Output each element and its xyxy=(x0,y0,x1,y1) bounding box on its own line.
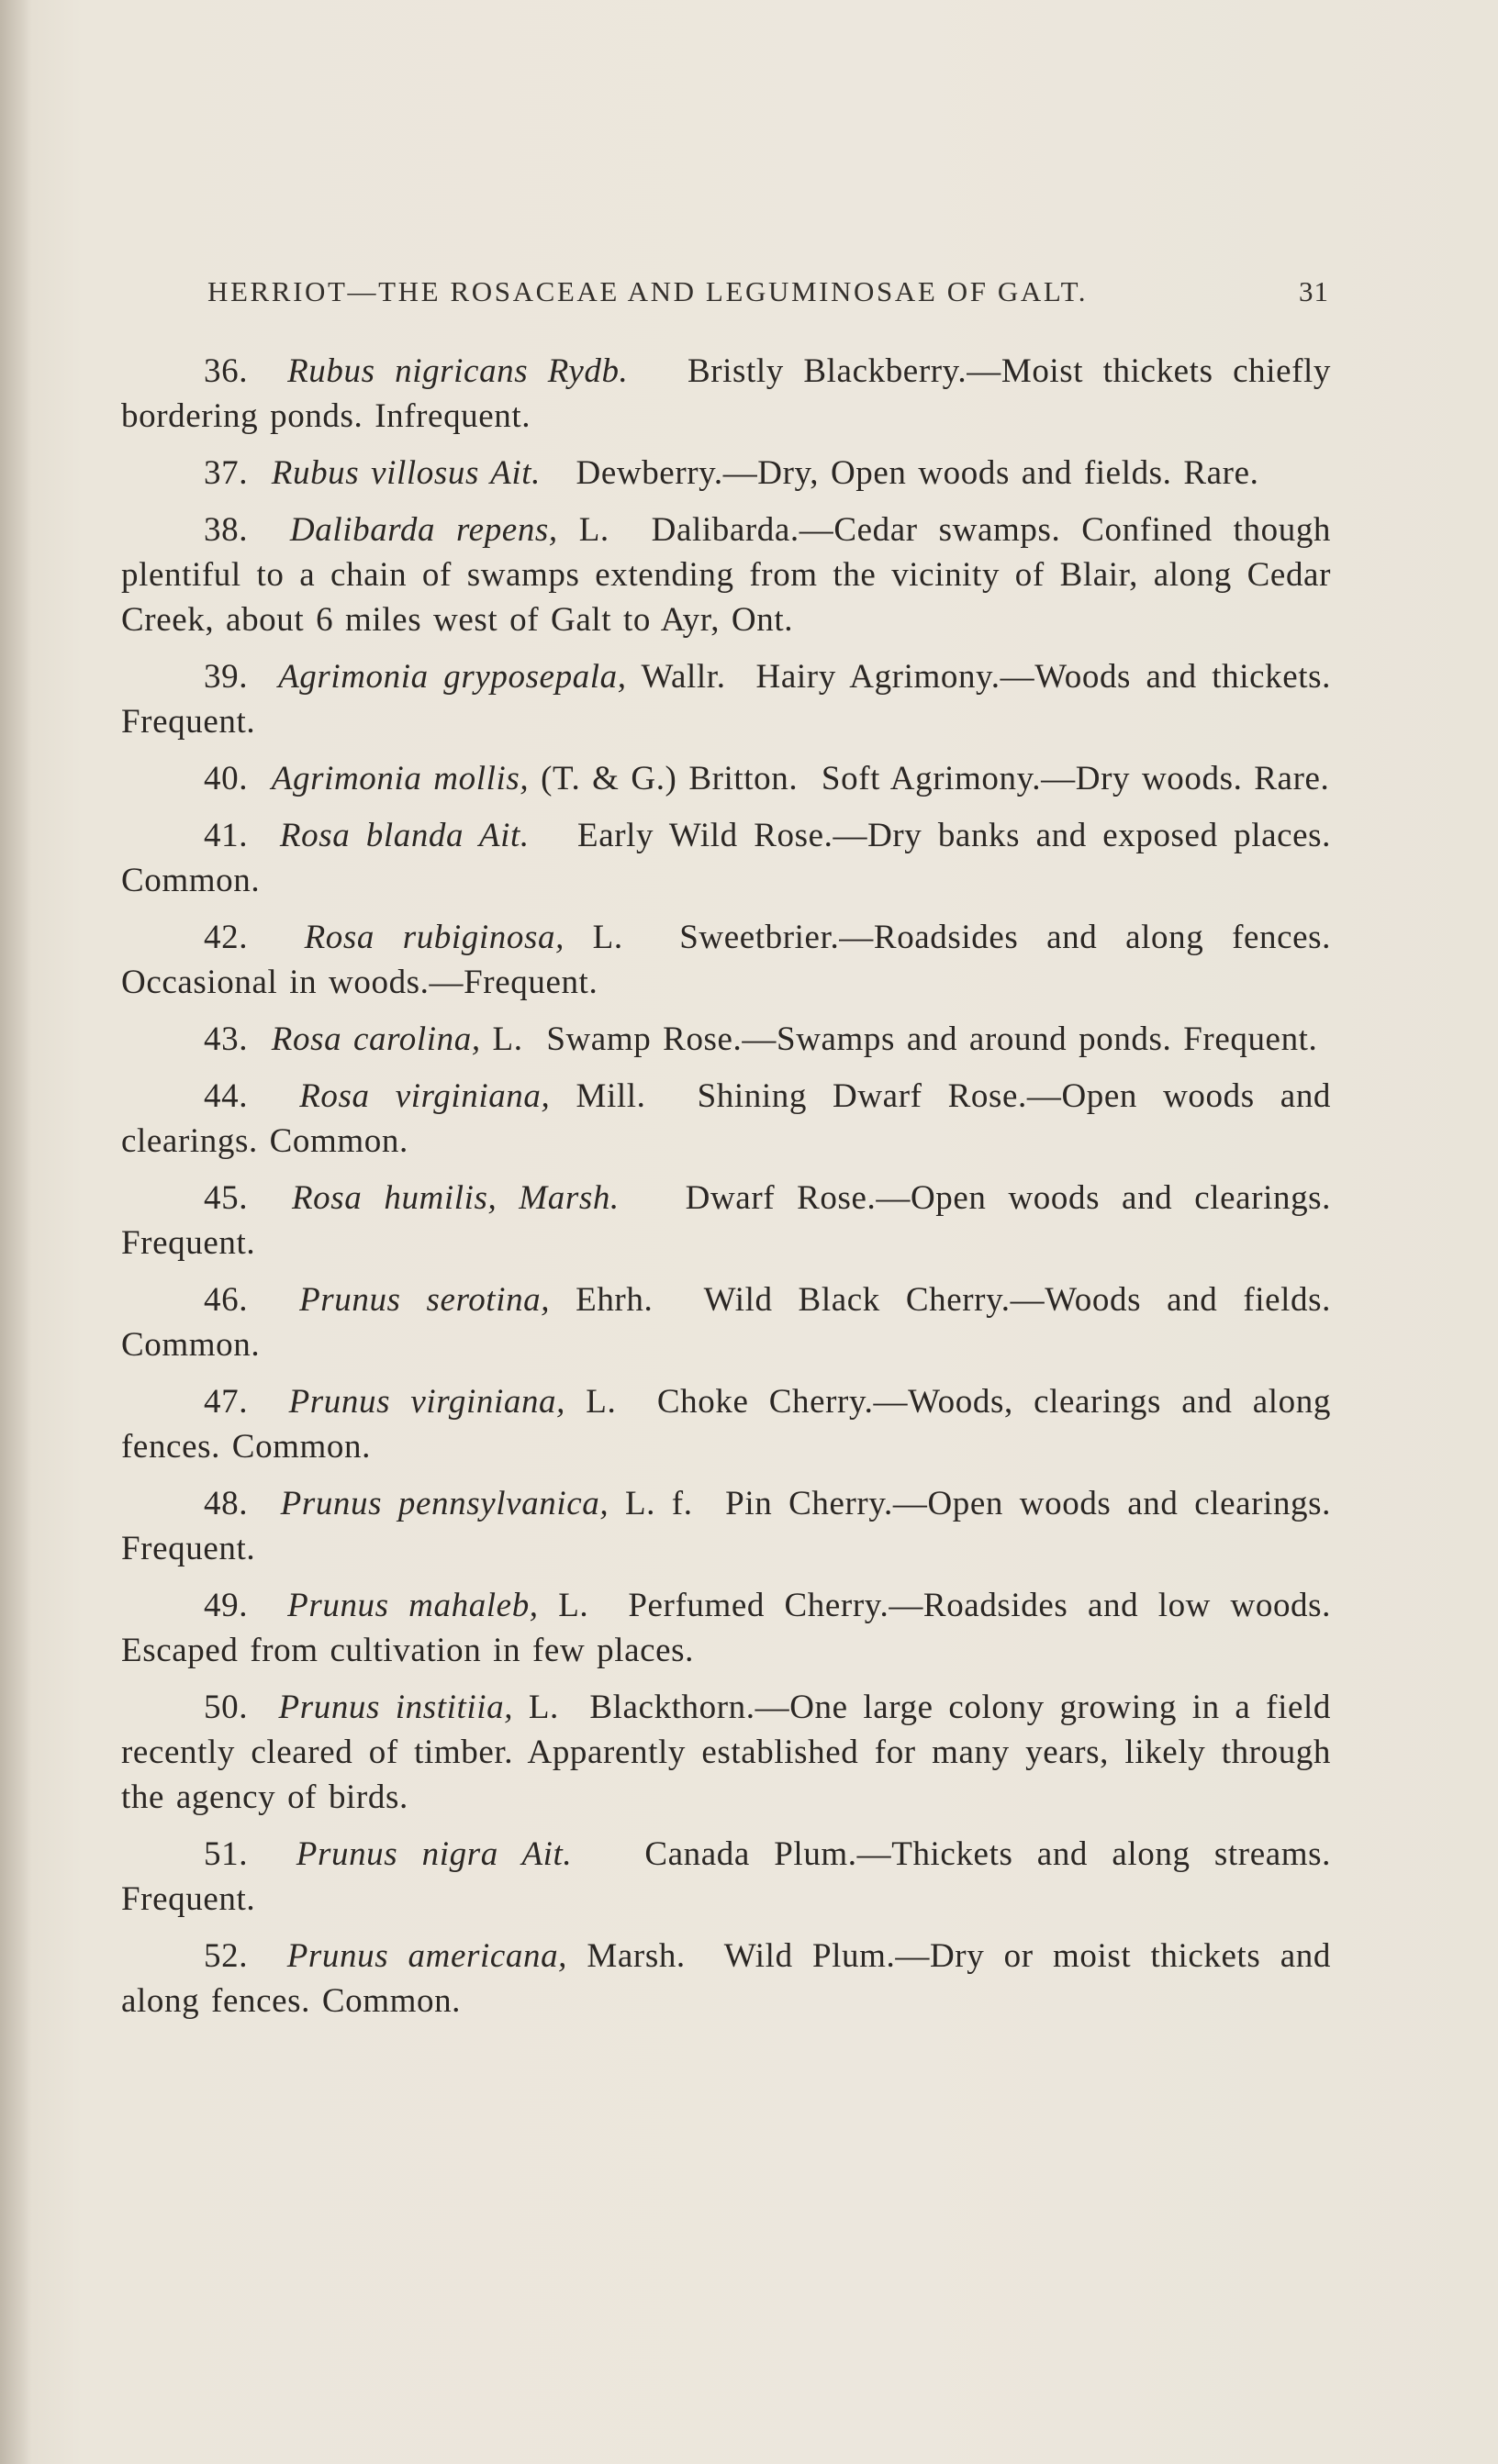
authority: Marsh. xyxy=(587,1937,686,1975)
species-entry xyxy=(121,1277,1331,1367)
authority: Ehrh. xyxy=(576,1281,654,1319)
scientific-name: Rubus nigricans Rydb. xyxy=(287,352,629,390)
scientific-name: Agrimonia mollis, xyxy=(271,760,530,797)
entry-description: Choke Cherry.—Woods, clearings and along fences. Common. xyxy=(121,1383,1331,1466)
authority: (T. & G.) Britton. xyxy=(541,760,799,797)
scientific-name: Rosa rubiginosa, xyxy=(304,919,565,956)
entry-number: 36. xyxy=(204,352,249,390)
species-entry xyxy=(121,756,1331,801)
scientific-name: Dalibarda repens, xyxy=(289,511,558,549)
scientific-name: Rosa virginiana, xyxy=(299,1077,551,1115)
authority: L. xyxy=(492,1020,523,1058)
scientific-name: Agrimonia gryposepala, xyxy=(278,658,627,696)
entry-description: Wild Black Cherry.—Woods and fields. Common. xyxy=(121,1281,1331,1364)
authority: Wallr. xyxy=(641,658,726,696)
entry-description: Dwarf Rose.—Open woods and clearings. Frequent. xyxy=(121,1179,1332,1262)
scientific-name: Prunus institiia, xyxy=(278,1689,514,1726)
running-head-title: HERRIOT—THE ROSACEAE AND LEGUMINOSAE OF GALT. xyxy=(207,275,1089,307)
entry-number: 52. xyxy=(204,1937,249,1975)
entry-description: Pin Cherry.—Open woods and clearings. Frequent. xyxy=(121,1485,1331,1567)
species-entry xyxy=(121,1685,1331,1820)
authority: L. xyxy=(578,511,609,549)
running-head xyxy=(207,272,1329,312)
entry-description: Blackthorn.—One large colony growing in a field recently cleared of timber. Apparently established for many years, likely through the agency of birds. xyxy=(121,1689,1331,1816)
species-entry xyxy=(121,1017,1331,1062)
scientific-name: Prunus americana, xyxy=(286,1937,568,1975)
species-entry xyxy=(121,1176,1331,1265)
authority: L. xyxy=(586,1383,617,1421)
entry-number: 48. xyxy=(204,1485,249,1522)
entry-description: Wild Plum.—Dry or moist thickets and along fences. Common. xyxy=(121,1937,1331,2020)
page-number: 31 xyxy=(1299,275,1329,307)
scientific-name: Prunus serotina, xyxy=(299,1281,551,1319)
authority: L. xyxy=(558,1587,589,1624)
entry-number: 42. xyxy=(204,919,249,956)
entry-number: 44. xyxy=(204,1077,249,1115)
entry-number: 47. xyxy=(204,1383,249,1421)
entry-number: 46. xyxy=(204,1281,249,1319)
species-entry xyxy=(121,1832,1331,1922)
entry-number: 41. xyxy=(204,817,249,854)
species-entry xyxy=(121,1934,1331,2024)
scientific-name: Rosa humilis, Marsh. xyxy=(291,1179,620,1217)
species-entry xyxy=(121,1379,1331,1469)
entry-number: 51. xyxy=(204,1835,249,1873)
scientific-name: Prunus nigra Ait. xyxy=(296,1835,573,1873)
species-list xyxy=(121,349,1331,2035)
scientific-name: Prunus virginiana, xyxy=(288,1383,565,1421)
entry-number: 43. xyxy=(204,1020,249,1058)
scientific-name: Prunus pennsylvanica, xyxy=(280,1485,609,1522)
entry-description: Perfumed Cherry.—Roadsides and low woods. Escaped from cultivation in few places. xyxy=(121,1587,1332,1669)
entry-description: Soft Agrimony.—Dry woods. Rare. xyxy=(821,760,1330,797)
entry-description: Swamp Rose.—Swamps and around ponds. Frequent. xyxy=(546,1020,1318,1058)
entry-description: Bristly Blackberry.—Moist thickets chiefly bordering ponds. Infrequent. xyxy=(121,352,1332,435)
entry-description: Dalibarda.—Cedar swamps. Confined though plentiful to a chain of swamps extending from the vicinity of Blair, along Cedar Creek, about 6 miles west of Galt to Ayr, Ont. xyxy=(121,511,1332,639)
species-entry xyxy=(121,1074,1331,1164)
scientific-name: Rosa blanda Ait. xyxy=(279,817,530,854)
species-entry xyxy=(121,1481,1331,1571)
entry-number: 40. xyxy=(204,760,249,797)
entry-number: 49. xyxy=(204,1587,249,1624)
entry-description: Early Wild Rose.—Dry banks and exposed places. Common. xyxy=(121,817,1331,899)
authority: L. xyxy=(528,1689,559,1726)
entry-description: Sweetbrier.—Roadsides and along fences. Occasional in woods.—Frequent. xyxy=(121,919,1332,1001)
scientific-name: Rubus villosus Ait. xyxy=(271,454,541,492)
entry-description: Shining Dwarf Rose.—Open woods and clearings. Common. xyxy=(121,1077,1332,1160)
authority: Mill. xyxy=(576,1077,646,1115)
species-entry xyxy=(121,813,1331,903)
entry-description: Canada Plum.—Thickets and along streams. Frequent. xyxy=(121,1835,1331,1918)
entry-number: 37. xyxy=(204,454,249,492)
scientific-name: Rosa carolina, xyxy=(271,1020,481,1058)
species-entry xyxy=(121,915,1331,1005)
authority: L. f. xyxy=(624,1485,693,1522)
entry-number: 50. xyxy=(204,1689,249,1726)
authority: L. xyxy=(592,919,623,956)
entry-description: Hairy Agrimony.—Woods and thickets. Frequent. xyxy=(121,658,1332,741)
entry-number: 45. xyxy=(204,1179,249,1217)
species-entry xyxy=(121,349,1331,439)
scientific-name: Prunus mahaleb, xyxy=(287,1587,539,1624)
species-entry xyxy=(121,507,1331,642)
entry-number: 38. xyxy=(204,511,249,549)
entry-description: Dewberry.—Dry, Open woods and fields. Rare. xyxy=(576,454,1259,492)
species-entry xyxy=(121,1583,1331,1673)
page-gutter-edge xyxy=(0,0,31,2464)
species-entry xyxy=(121,451,1331,496)
entry-number: 39. xyxy=(204,658,249,696)
species-entry xyxy=(121,654,1331,744)
